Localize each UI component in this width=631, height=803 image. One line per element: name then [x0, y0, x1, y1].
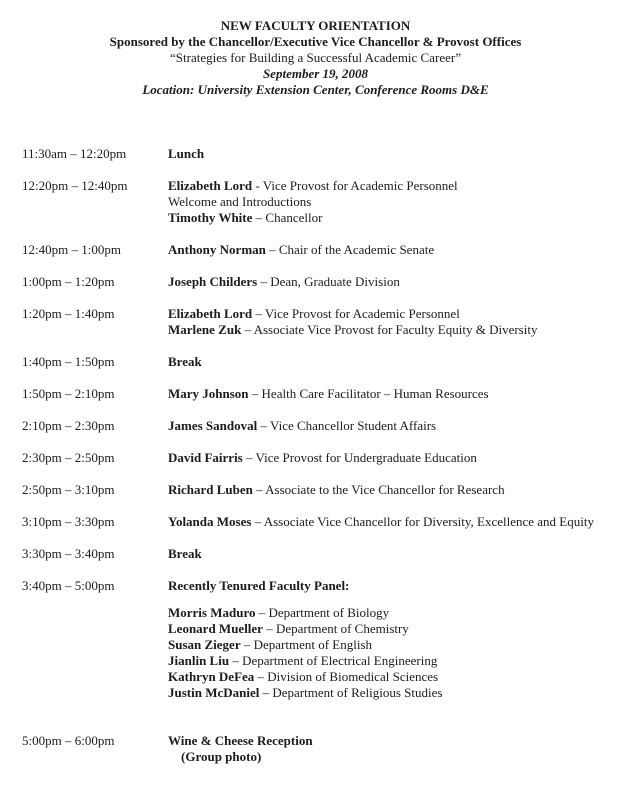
- speaker-name: Joseph Childers: [168, 274, 258, 289]
- speaker-name: Mary Johnson: [168, 386, 249, 401]
- session-line: [168, 685, 631, 701]
- session-line: [168, 242, 631, 258]
- session-description: [168, 146, 631, 162]
- time-slot: 1:20pm – 1:40pm: [22, 306, 115, 321]
- blank-line: [168, 594, 631, 605]
- speaker-name: David Fairris: [168, 450, 243, 465]
- session-line: [168, 386, 631, 402]
- speaker-name: Timothy White: [168, 210, 253, 225]
- speaker-title: – Dean, Graduate Division: [257, 274, 400, 289]
- document-date: September 19, 2008: [262, 66, 369, 81]
- session-description: [168, 306, 631, 338]
- speaker-name: Wine & Cheese Reception: [168, 733, 313, 748]
- session-line: [168, 450, 631, 466]
- speaker-title: – Department of Electrical Engineering: [229, 653, 438, 668]
- schedule-row: [0, 514, 631, 530]
- session-line: [168, 354, 631, 370]
- speaker-name: Elizabeth Lord: [168, 306, 253, 321]
- schedule-row: [0, 306, 631, 338]
- speaker-name: Lunch: [168, 146, 205, 161]
- session-line: [168, 669, 631, 685]
- speaker-title: – Associate Vice Chancellor for Diversity, Excellence and Equity: [251, 514, 594, 529]
- document-sponsor-line: Sponsored by the Chancellor/Executive Vice Chancellor & Provost Offices: [109, 34, 522, 49]
- time-slot: 11:30am – 12:20pm: [22, 146, 127, 161]
- schedule-row: [0, 482, 631, 498]
- schedule-list: [0, 146, 631, 765]
- time-slot: 1:40pm – 1:50pm: [22, 354, 115, 369]
- speaker-name: Yolanda Moses: [168, 514, 252, 529]
- session-line: [168, 146, 631, 162]
- time-slot: 1:00pm – 1:20pm: [22, 274, 115, 289]
- time-slot: 12:40pm – 1:00pm: [22, 242, 121, 257]
- session-line: [168, 733, 631, 749]
- speaker-name: Kathryn DeFea: [168, 669, 255, 684]
- schedule-row: [0, 178, 631, 226]
- document-title: NEW FACULTY ORIENTATION: [220, 18, 411, 33]
- session-line: [168, 482, 631, 498]
- document-location: Location: University Extension Center, Conference Rooms D&E: [142, 82, 489, 97]
- speaker-title: - Vice Provost for Academic Personnel: [252, 178, 458, 193]
- schedule-row: [0, 146, 631, 162]
- time-slot: 12:20pm – 12:40pm: [22, 178, 128, 193]
- speaker-title: – Health Care Facilitator – Human Resources: [248, 386, 489, 401]
- session-description: [168, 418, 631, 434]
- session-description: [168, 178, 631, 226]
- session-line: [168, 546, 631, 562]
- session-description: [168, 386, 631, 402]
- session-line: [168, 210, 631, 226]
- schedule-row: [0, 242, 631, 258]
- speaker-name: Break: [168, 354, 202, 369]
- speaker-title: – Associate to the Vice Chancellor for Research: [252, 482, 505, 497]
- document-header: [0, 18, 631, 98]
- session-line: [168, 637, 631, 653]
- speaker-name: Break: [168, 546, 202, 561]
- session-line: [168, 621, 631, 637]
- speaker-name: Morris Maduro: [168, 605, 256, 620]
- session-line: [168, 605, 631, 621]
- schedule-row: [0, 578, 631, 701]
- session-description: [168, 354, 631, 370]
- speaker-title: – Vice Chancellor Student Affairs: [257, 418, 437, 433]
- session-line: [168, 749, 631, 765]
- session-line: [168, 178, 631, 194]
- session-line: [168, 578, 631, 594]
- session-description: [168, 482, 631, 498]
- speaker-name: James Sandoval: [168, 418, 258, 433]
- schedule-row: [0, 546, 631, 562]
- schedule-row: [0, 418, 631, 434]
- session-line: [168, 194, 631, 210]
- schedule-row: [0, 274, 631, 290]
- time-slot: 3:10pm – 3:30pm: [22, 514, 115, 529]
- session-description: [168, 733, 631, 765]
- time-slot: 5:00pm – 6:00pm: [22, 733, 115, 748]
- time-slot: 3:40pm – 5:00pm: [22, 578, 115, 593]
- session-description: [168, 578, 631, 701]
- speaker-name: Elizabeth Lord: [168, 178, 253, 193]
- time-slot: 3:30pm – 3:40pm: [22, 546, 115, 561]
- schedule-row: [0, 386, 631, 402]
- speaker-title: – Department of English: [240, 637, 373, 652]
- speaker-name: Anthony Norman: [168, 242, 266, 257]
- schedule-row: [0, 450, 631, 466]
- speaker-name: (Group photo): [181, 749, 262, 764]
- speaker-title: – Vice Provost for Academic Personnel: [252, 306, 460, 321]
- speaker-title: – Chair of the Academic Senate: [265, 242, 435, 257]
- session-line: [168, 322, 631, 338]
- speaker-name: Jianlin Liu: [168, 653, 230, 668]
- speaker-title: – Associate Vice Provost for Faculty Equity & Diversity: [241, 322, 538, 337]
- speaker-name: Marlene Zuk: [168, 322, 242, 337]
- speaker-title: – Vice Provost for Undergraduate Education: [242, 450, 477, 465]
- speaker-title: – Department of Chemistry: [262, 621, 409, 636]
- session-line: [168, 653, 631, 669]
- schedule-row: [0, 733, 631, 765]
- schedule-row: [0, 354, 631, 370]
- speaker-title: – Department of Religious Studies: [259, 685, 443, 700]
- time-slot: 2:30pm – 2:50pm: [22, 450, 115, 465]
- speaker-title: – Department of Biology: [255, 605, 390, 620]
- speaker-name: Richard Luben: [168, 482, 253, 497]
- speaker-title: – Division of Biomedical Sciences: [254, 669, 439, 684]
- time-slot: 2:50pm – 3:10pm: [22, 482, 115, 497]
- speaker-name: Susan Zieger: [168, 637, 241, 652]
- session-line: [168, 514, 631, 530]
- document-theme-line: “Strategies for Building a Successful Academic Career”: [170, 50, 461, 65]
- session-description: [168, 450, 631, 466]
- session-line: [168, 418, 631, 434]
- session-description: [168, 514, 631, 530]
- session-description: [168, 274, 631, 290]
- speaker-title: Welcome and Introductions: [168, 194, 312, 209]
- session-description: [168, 242, 631, 258]
- session-line: [168, 306, 631, 322]
- speaker-name: Recently Tenured Faculty Panel:: [168, 578, 350, 593]
- time-slot: 2:10pm – 2:30pm: [22, 418, 115, 433]
- speaker-title: – Chancellor: [252, 210, 323, 225]
- time-slot: 1:50pm – 2:10pm: [22, 386, 115, 401]
- speaker-name: Justin McDaniel: [168, 685, 260, 700]
- session-description: [168, 546, 631, 562]
- speaker-name: Leonard Mueller: [168, 621, 263, 636]
- session-line: [168, 274, 631, 290]
